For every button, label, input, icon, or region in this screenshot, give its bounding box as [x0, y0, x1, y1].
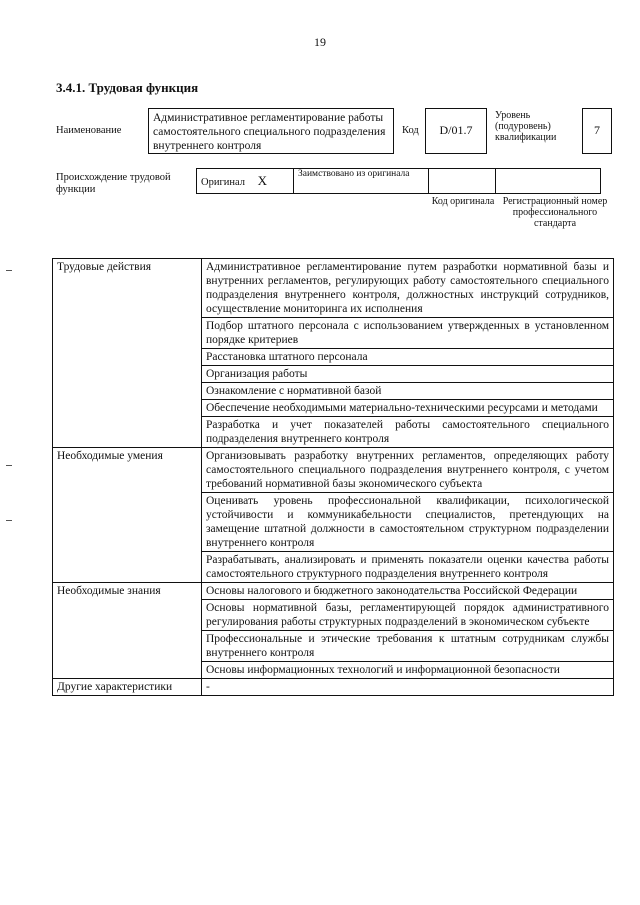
requirement-item: Основы налогового и бюджетного законодательства Российской Федерации [202, 583, 614, 600]
borrowed-label: Заимствовано из оригинала [294, 169, 429, 194]
requirement-item: Организация работы [202, 366, 614, 383]
qualification-level-box: 7 [582, 108, 612, 154]
function-name-box: Административное регламентирование работы самостоятельного специального подразделения внутреннего контроля [148, 108, 394, 154]
table-row [53, 583, 614, 600]
margin-mark [6, 520, 12, 521]
page-number: 19 [314, 35, 326, 49]
reg-number-caption: Регистрационный номер профессионального стандарта [502, 196, 608, 229]
section-title: 3.4.1. Трудовая функция [56, 80, 199, 95]
origin-label: Происхождение трудовой функции [56, 172, 171, 195]
requirement-item: Организовывать разработку внутренних регламентов, определяющих работу самостоятельного специального подразделения внутреннего контроля, с учетом требований нормативной базы экономического субъекта [202, 448, 614, 493]
code-label: Код [402, 125, 419, 136]
requirement-item: Расстановка штатного персонала [202, 349, 614, 366]
original-cell [197, 169, 294, 194]
code-original-caption: Код оригинала [431, 196, 495, 207]
name-label: Наименование [56, 125, 122, 136]
requirement-item: Основы информационных технологий и информационной безопасности [202, 662, 614, 679]
original-label: Оригинал [201, 177, 245, 188]
function-code-box: D/01.7 [425, 108, 487, 154]
table-row [53, 448, 614, 493]
reg-number-cell [496, 169, 601, 194]
row-heading: Другие характеристики [53, 679, 202, 696]
level-label: Уровень (подуровень) квалификации [495, 110, 557, 143]
original-mark: X [257, 173, 268, 188]
requirement-item: Разработка и учет показателей работы самостоятельного специального подразделения внутреннего контроля [202, 417, 614, 448]
requirement-item: Разрабатывать, анализировать и применять показатели оценки качества работы самостоятельного структурного подразделения внутреннего контроля [202, 552, 614, 583]
row-heading: Необходимые умения [53, 448, 202, 583]
requirement-item: Оценивать уровень профессиональной квалификации, психологической устойчивости и коммуникабельности специалистов, претендующих на замещение штатной должности в самостоятельном структурном подразделении внутреннего контроля [202, 493, 614, 552]
requirement-item: Административное регламентирование путем разработки нормативной базы и внутренних регламентов, регулирующих работу самостоятельного специального подразделения внутреннего контроля, должностных инструкций сотрудников, осуществление мониторинга их исполнения [202, 259, 614, 318]
code-original-cell [429, 169, 496, 194]
origin-table [196, 168, 601, 194]
row-heading: Трудовые действия [53, 259, 202, 448]
row-heading: Необходимые знания [53, 583, 202, 679]
requirement-item: Основы нормативной базы, регламентирующей порядок административного регулирования работы структурных подразделений в экономическом субъекте [202, 600, 614, 631]
margin-mark [6, 270, 12, 271]
requirements-table [52, 258, 614, 696]
requirement-item: Обеспечение необходимыми материально-техническими ресурсами и методами [202, 400, 614, 417]
table-row [53, 679, 614, 696]
requirement-item: Профессиональные и этические требования к штатным сотрудникам службы внутреннего контроля [202, 631, 614, 662]
requirement-item: Ознакомление с нормативной базой [202, 383, 614, 400]
requirement-item: Подбор штатного персонала с использованием утвержденных в установленном порядке критериев [202, 318, 614, 349]
margin-mark [6, 465, 12, 466]
table-row [53, 259, 614, 318]
requirement-item: - [202, 679, 614, 696]
